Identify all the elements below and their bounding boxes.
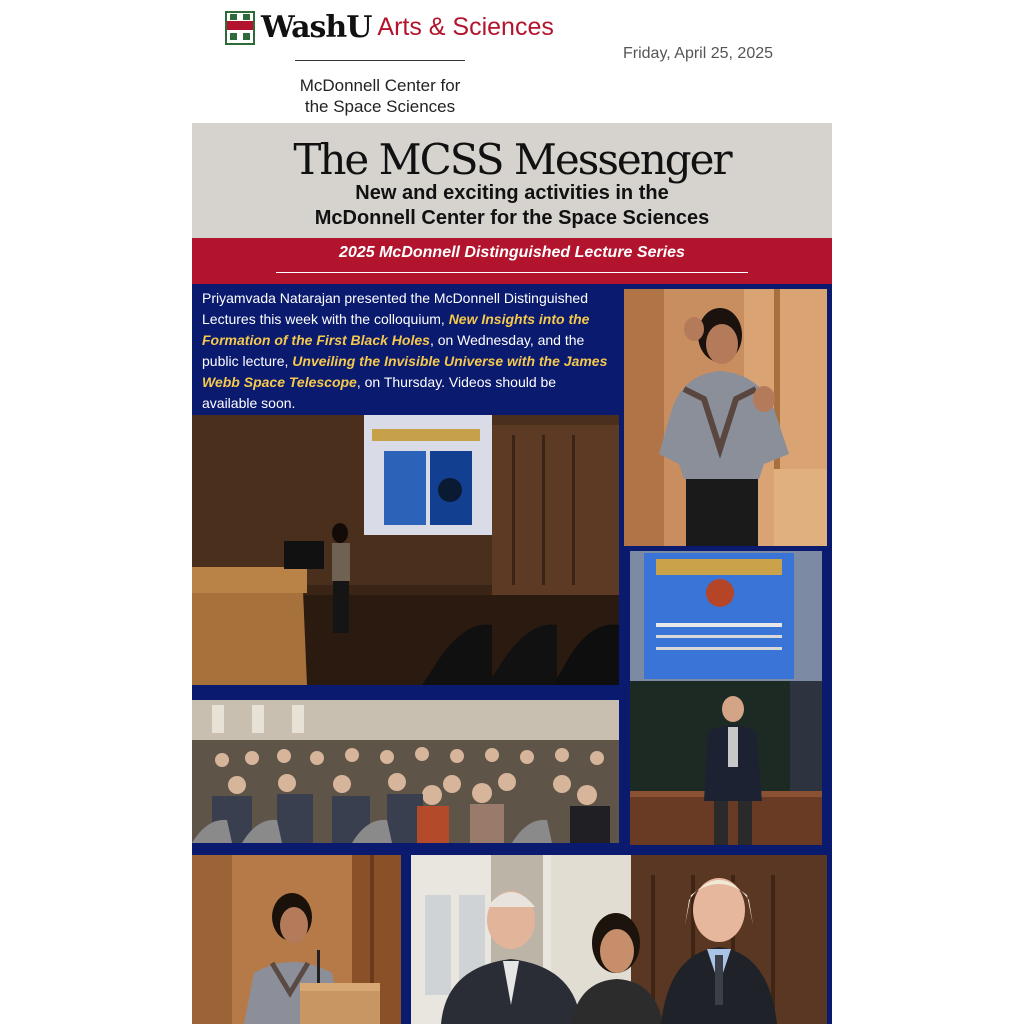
brand-name: WashU [261,10,372,45]
article-text [202,288,614,414]
speaker-portrait-photo [624,289,827,546]
podium-photo [192,855,401,1024]
introducer-photo [630,551,822,845]
center-name-line1: McDonnell Center for [299,76,461,95]
washu-logo[interactable] [225,10,554,45]
issue-date: Friday, April 25, 2025 [623,45,774,62]
newsletter-subtitle [192,181,832,231]
brand-subtitle: Arts & Sciences [377,13,554,41]
section-banner [192,238,832,284]
section-divider [276,272,748,273]
center-name [270,75,490,117]
newsletter-title: The MCSS Messenger [293,135,731,184]
section-title: 2025 McDonnell Distinguished Lecture Series [339,244,685,261]
masthead [192,123,832,238]
logo-divider [295,60,465,61]
audience-photo [192,700,619,843]
article-text-part2: , on Wednesday, and the public lecture, [202,332,585,369]
public-lecture-title-link[interactable]: Unveiling the Invisible Universe with the James Webb Space Telescope [202,353,608,390]
subtitle-line1: New and exciting activities in the [355,182,669,204]
article-text-part3: , on Thursday. Videos should be available soon. [202,374,557,411]
washu-shield-icon [225,11,255,45]
article-text-part1: Priyamvada Natarajan presented the McDonnell Distinguished Lectures this week with the colloquium, [202,290,588,327]
center-name-line2: the Space Sciences [304,97,456,116]
subtitle-line2: McDonnell Center for the Space Sciences [314,207,710,229]
colloquium-title-link[interactable]: New Insights into the Formation of the First Black Holes [202,311,590,348]
group-photo [411,855,827,1024]
lecture-hall-photo [192,415,619,685]
